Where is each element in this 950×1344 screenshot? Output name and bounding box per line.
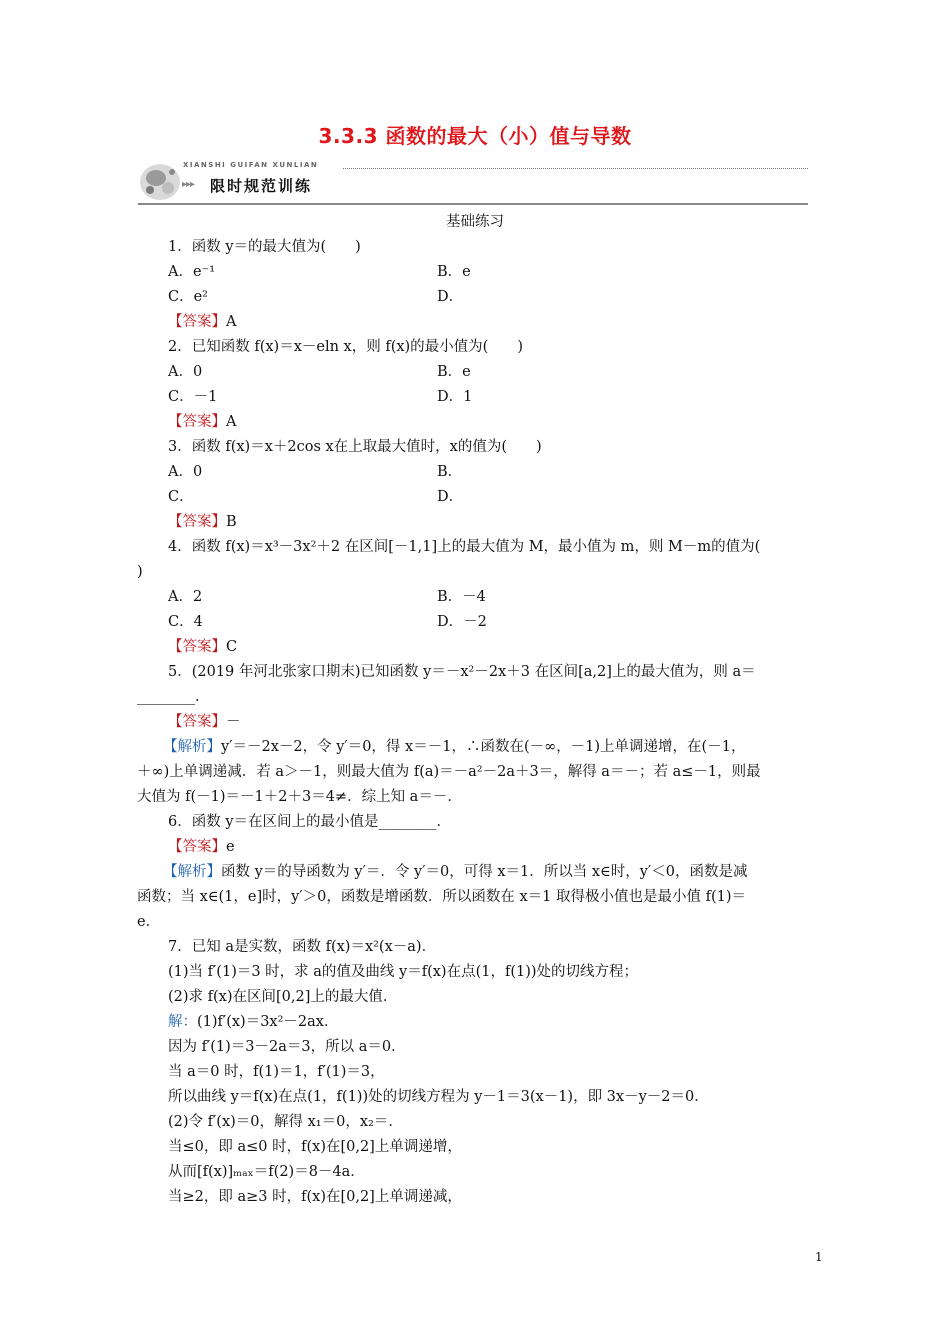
question-5: 5．(2019 年河北张家口期末)已知函数 y＝－x²－2x＋3 在区间[a,2]上的最大值为，则 a＝ [168, 664, 756, 680]
analysis-5-line2: ＋∞)上单调递减．若 a＞－1，则最大值为 f(a)＝－a²－2a＋3＝，解得 a＝－；若 a≤－1，则最 [137, 764, 761, 780]
answer-tag: 【答案】 [168, 314, 226, 330]
option-d: D．1 [437, 389, 473, 405]
question-3: 3．函数 f(x)＝x＋2cos x在上取最大值时，x的值为( ) [168, 439, 542, 455]
banner-arrows-icon: ▸▸▸ [182, 179, 195, 190]
question-1: 1．函数 y＝的最大值为( ) [168, 239, 361, 255]
option-d: D． [437, 489, 464, 505]
answer-value: A [226, 314, 237, 330]
solution-line: (2)令 f′(x)＝0，解得 x₁＝0，x₂＝． [168, 1114, 403, 1130]
answer-value: e [226, 839, 235, 855]
solution-line: 当≤0，即 a≤0 时，f(x)在[0,2]上单调递增， [168, 1139, 462, 1155]
analysis-6-line2: 函数；当 x∈(1，e]时，y′＞0，函数是增函数．所以函数在 x＝1 取得极小值也是最小值 f(1)＝ [137, 889, 746, 905]
option-a: A．0 [168, 364, 203, 380]
answer-tag: 【答案】 [168, 839, 226, 855]
answer-3 [168, 512, 237, 532]
solution-text: (1)f′(x)＝3x²－2ax． [197, 1014, 339, 1030]
option-c: C．－1 [168, 389, 218, 405]
answer-tag: 【答案】 [168, 714, 226, 730]
answer-5 [168, 712, 241, 732]
solution-line: 所以曲线 y＝f(x)在点(1，f(1))处的切线方程为 y－1＝3(x－1)，即 3x－y－2＝0． [168, 1089, 709, 1105]
answer-2 [168, 412, 236, 432]
analysis-text: 函数 y＝的导函数为 y′＝．令 y′＝0，可得 x＝1．所以当 x∈时，y′＜0，函数是减 [221, 864, 748, 880]
banner-label: 限时规范训练 [210, 177, 313, 195]
question-7-part2: (2)求 f(x)在区间[0,2]上的最大值． [168, 989, 398, 1005]
question-6: 6．函数 y＝在区间上的最小值是________． [168, 814, 452, 830]
question-4-cont: ) [137, 564, 143, 580]
answer-value: B [226, 514, 237, 530]
question-7: 7．已知 a是实数，函数 f(x)＝x²(x－a)． [168, 939, 437, 955]
option-b: B．e [437, 364, 471, 380]
banner-subtitle: XIANSHI GUIFAN XUNLIAN [183, 161, 319, 169]
question-5-blank: ________. [137, 689, 200, 705]
option-a: A．0 [168, 464, 203, 480]
answer-value: A [226, 414, 237, 430]
analysis-6-line3: e． [137, 914, 161, 930]
question-7-part1: (1)当 f′(1)＝3 时，求 a的值及曲线 y＝f(x)在点(1，f(1))处的切线方程； [168, 964, 639, 980]
solution-line: 从而[f(x)]ₘₐₓ＝f(2)＝8－4a． [168, 1164, 365, 1180]
section-banner [138, 158, 808, 206]
section-heading: 基础练习 [446, 214, 504, 230]
option-c: C．e² [168, 289, 208, 305]
page-number: 1 [815, 1250, 823, 1264]
banner-dotted-line [343, 168, 808, 169]
answer-value: － [226, 714, 241, 730]
analysis-5-line3: 大值为 f(－1)＝－1＋2＋3＝4≠．综上知 a＝－． [137, 789, 462, 805]
analysis-6 [163, 862, 747, 882]
option-b: B．e [437, 264, 471, 280]
solution-tag: 解： [168, 1014, 197, 1030]
solution-7 [168, 1012, 338, 1032]
analysis-tag: 【解析】 [163, 739, 221, 755]
option-a: A．2 [168, 589, 203, 605]
analysis-tag: 【解析】 [163, 864, 221, 880]
page-title: 3.3.3 函数的最大（小）值与导数 [318, 124, 632, 148]
option-c: C．4 [168, 614, 203, 630]
option-b: B．－4 [437, 589, 486, 605]
answer-tag: 【答案】 [168, 414, 226, 430]
answer-tag: 【答案】 [168, 514, 226, 530]
answer-6 [168, 837, 235, 857]
answer-1 [168, 312, 236, 332]
answer-value: C [226, 639, 238, 655]
solution-line: 当≥2，即 a≥3 时，f(x)在[0,2]上单调递减， [168, 1189, 462, 1205]
option-d: D． [437, 289, 464, 305]
option-b: B． [437, 464, 463, 480]
answer-tag: 【答案】 [168, 639, 226, 655]
solution-line: 因为 f′(1)＝3－2a＝3，所以 a＝0． [168, 1039, 406, 1055]
option-c: C． [168, 489, 194, 505]
answer-4 [168, 637, 237, 657]
analysis-5 [163, 737, 745, 757]
banner-rule [138, 203, 808, 205]
question-4: 4．函数 f(x)＝x³－3x²＋2 在区间[－1,1]上的最大值为 M，最小值为 m，则 M－m的值为( [168, 539, 761, 555]
solution-line: 当 a＝0 时，f(1)＝1，f′(1)＝3， [168, 1064, 385, 1080]
option-d: D．－2 [437, 614, 487, 630]
question-2: 2．已知函数 f(x)＝x－eln x，则 f(x)的最小值为( ) [168, 339, 523, 355]
analysis-text: y′＝－2x－2，令 y′＝0，得 x＝－1，∴函数在(－∞，－1)上单调递增，在(－1， [221, 739, 746, 755]
option-a: A．e⁻¹ [168, 264, 216, 280]
